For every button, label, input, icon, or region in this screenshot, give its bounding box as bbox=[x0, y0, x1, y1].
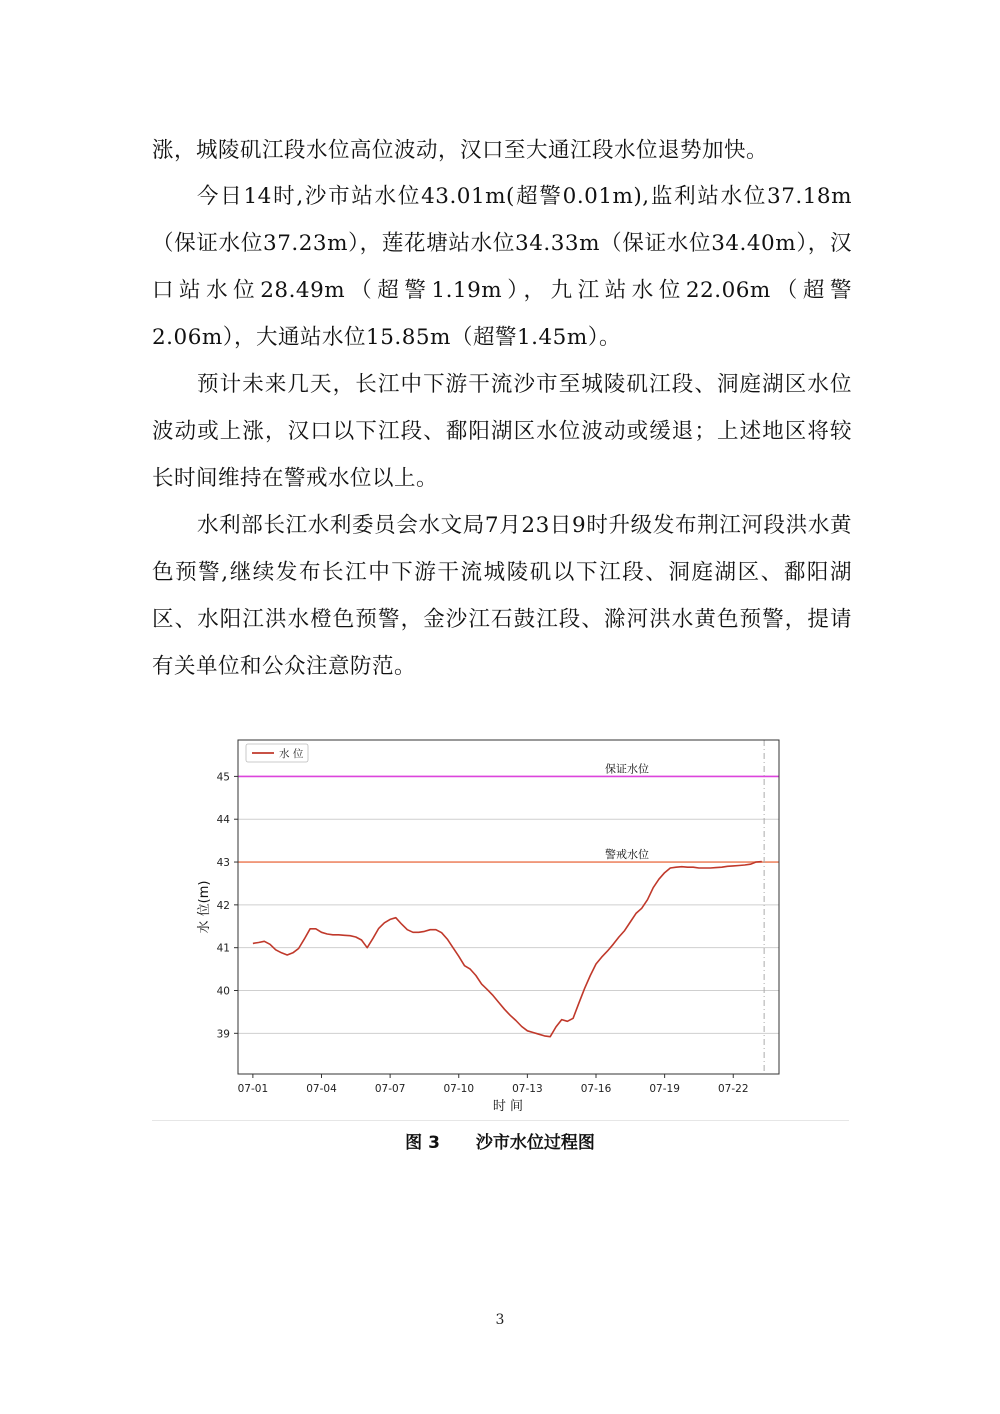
page-number: 3 bbox=[495, 1312, 505, 1328]
x-tick-label: 07-10 bbox=[443, 1083, 475, 1095]
x-tick-label: 07-07 bbox=[374, 1083, 406, 1095]
y-tick-label: 45 bbox=[216, 771, 230, 784]
y-tick-label: 41 bbox=[216, 942, 230, 955]
y-axis-label: 水 位(m) bbox=[197, 880, 212, 934]
water-level-series-line bbox=[253, 862, 762, 1037]
shashi-water-level-chart bbox=[150, 728, 850, 1118]
figure-title: 沙市水位过程图 bbox=[475, 1133, 595, 1153]
chart-legend bbox=[246, 744, 308, 762]
legend-label: 水 位 bbox=[279, 748, 304, 760]
paragraph-forecast: 预计未来几天，长江中下游干流沙市至城陵矶江段、洞庭湖区水位波动或上涨，汉口以下江段、鄱阳湖区水位波动或缓退；上述地区将较长时间维持在警戒水位以上。 bbox=[152, 372, 852, 491]
x-tick-label: 07-16 bbox=[580, 1083, 612, 1095]
x-tick-label: 07-19 bbox=[649, 1083, 680, 1095]
chart-svg bbox=[150, 728, 850, 1118]
plot-frame bbox=[238, 740, 779, 1074]
paragraph-flood-warning: 水利部长江水利委员会水文局7月23日9时升级发布荆江河段洪水黄色预警,继续发布长江中下游干流城陵矶以下江段、洞庭湖区、鄱阳湖区、水阳江洪水橙色预警，金沙江石鼓江段、滁河洪水黄色预警，提请有关单位和公众注意防范。 bbox=[152, 513, 852, 679]
reference-line-label: 警戒水位 bbox=[605, 848, 649, 862]
figure-caption bbox=[0, 1128, 1000, 1153]
paragraph-river-status: 涨，城陵矶江段水位高位波动，汉口至大通江段水位退势加快。 bbox=[152, 138, 769, 163]
figure-divider bbox=[152, 1120, 849, 1121]
x-tick-label: 07-01 bbox=[237, 1083, 269, 1095]
ticks-layer bbox=[217, 771, 749, 1095]
y-tick-label: 39 bbox=[216, 1028, 230, 1041]
series-layer bbox=[253, 862, 762, 1037]
paragraph-station-levels: 今日14时,沙市站水位43.01m(超警0.01m),监利站水位37.18m（保证水位37.23m），莲花塘站水位34.33m（保证水位34.40m），汉口站水位28.49m（超警1.19m），九江站水位22.06m（超警2.06m），大通站水位15.85m（超警1.45m）。 bbox=[152, 184, 852, 350]
y-tick-label: 44 bbox=[216, 814, 230, 827]
figure-number: 图 3 bbox=[405, 1133, 440, 1153]
x-tick-label: 07-13 bbox=[512, 1083, 543, 1095]
reference-lines bbox=[238, 740, 779, 1074]
x-axis-label: 时 间 bbox=[492, 1099, 524, 1114]
y-tick-label: 43 bbox=[216, 857, 230, 870]
reference-line-label: 保证水位 bbox=[605, 762, 649, 776]
y-tick-label: 40 bbox=[216, 985, 230, 998]
y-tick-label: 42 bbox=[216, 899, 230, 912]
x-tick-label: 07-04 bbox=[306, 1083, 337, 1095]
grid-layer bbox=[238, 776, 779, 1033]
x-tick-label: 07-22 bbox=[717, 1083, 749, 1095]
